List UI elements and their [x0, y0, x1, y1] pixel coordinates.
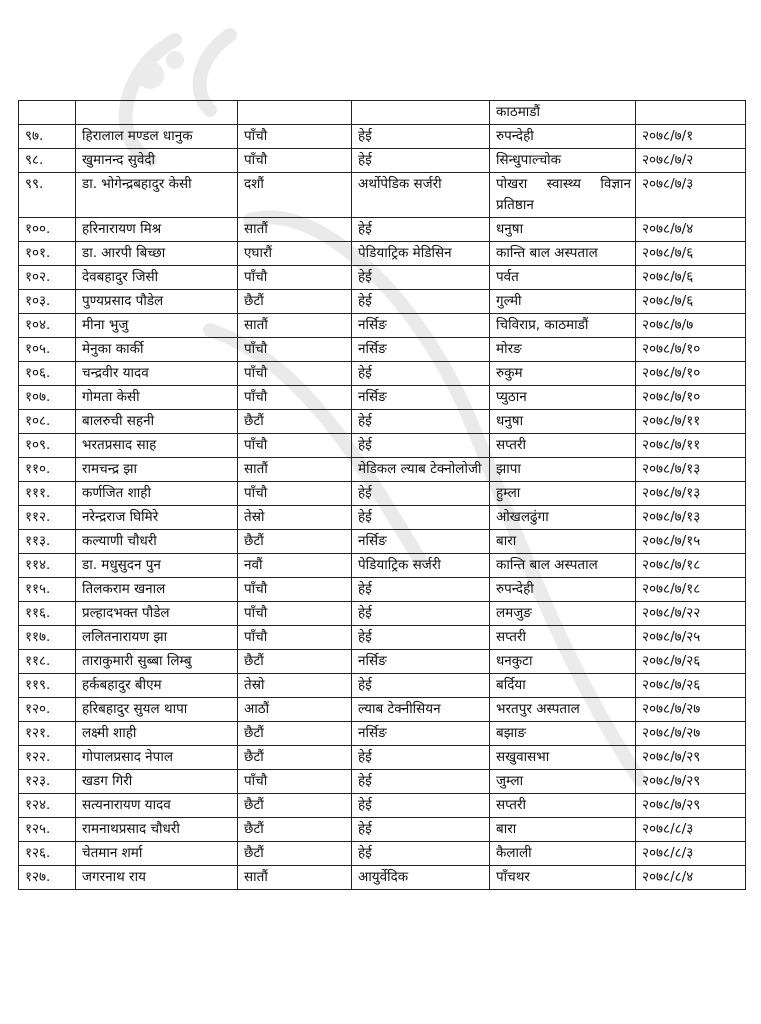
table-row [19, 149, 746, 173]
date-cell: २०७८/७/२७ [636, 698, 746, 722]
serial-number-cell: ११०. [19, 458, 76, 482]
specialty-cell: अर्थोपेडिक सर्जरी [352, 173, 490, 218]
place-cell: ओखलढुंगा [490, 506, 636, 530]
serial-number-cell: ११६. [19, 602, 76, 626]
specialty-cell: नर्सिङ [352, 386, 490, 410]
level-cell: तेस्रो [238, 506, 352, 530]
date-cell: २०७८/७/७ [636, 314, 746, 338]
level-cell: छैटौं [238, 410, 352, 434]
specialty-cell: हेई [352, 410, 490, 434]
level-cell: दशौं [238, 173, 352, 218]
serial-number-cell: १२५. [19, 818, 76, 842]
specialty-cell: हेई [352, 506, 490, 530]
name-cell: चेतमान शर्मा [76, 842, 238, 866]
table-row [19, 530, 746, 554]
place-cell: हुम्ला [490, 482, 636, 506]
date-cell: २०७८/७/२७ [636, 722, 746, 746]
date-cell: २०७८/७/२९ [636, 794, 746, 818]
table-row [19, 746, 746, 770]
name-cell: बालरुची सहनी [76, 410, 238, 434]
place-cell: रुपन्देही [490, 125, 636, 149]
table-row [19, 506, 746, 530]
name-cell: तिलकराम खनाल [76, 578, 238, 602]
serial-number-cell: ११४. [19, 554, 76, 578]
place-cell: चिविराप्र, काठमाडौं [490, 314, 636, 338]
table-row [19, 386, 746, 410]
serial-number-cell: ११५. [19, 578, 76, 602]
level-cell: पाँचौ [238, 602, 352, 626]
specialty-cell: हेई [352, 482, 490, 506]
name-cell: मेनुका कार्की [76, 338, 238, 362]
specialty-cell: हेई [352, 674, 490, 698]
level-cell: पाँचौ [238, 386, 352, 410]
place-cell: पाँचथर [490, 866, 636, 890]
place-cell: कान्ति बाल अस्पताल [490, 554, 636, 578]
date-cell: २०७८/७/१३ [636, 482, 746, 506]
specialty-cell: नर्सिङ [352, 650, 490, 674]
serial-number-cell: १२०. [19, 698, 76, 722]
date-cell: २०७८/८/३ [636, 842, 746, 866]
serial-number-cell: १११. [19, 482, 76, 506]
date-cell: २०७८/७/२६ [636, 650, 746, 674]
specialty-cell: हेई [352, 218, 490, 242]
table-row [19, 314, 746, 338]
level-cell: सातौं [238, 314, 352, 338]
serial-number-cell: ११९. [19, 674, 76, 698]
date-cell: २०७८/७/६ [636, 266, 746, 290]
table-row [19, 674, 746, 698]
table-row [19, 125, 746, 149]
specialty-cell: हेई [352, 818, 490, 842]
level-cell: छैटौं [238, 746, 352, 770]
name-cell: खुमानन्द सुवेदी [76, 149, 238, 173]
date-cell: २०७८/७/२६ [636, 674, 746, 698]
date-cell: २०७८/८/४ [636, 866, 746, 890]
date-cell: २०७८/७/१० [636, 362, 746, 386]
name-cell: पुण्यप्रसाद पौडेल [76, 290, 238, 314]
name-cell: नरेन्द्रराज घिमिरे [76, 506, 238, 530]
table-row [19, 842, 746, 866]
specialty-cell: हेई [352, 746, 490, 770]
level-cell: एघारौं [238, 242, 352, 266]
date-cell: २०७८/७/१० [636, 386, 746, 410]
specialty-cell: हेई [352, 602, 490, 626]
name-cell: खडग गिरी [76, 770, 238, 794]
serial-number-cell: १०८. [19, 410, 76, 434]
table-row [19, 290, 746, 314]
place-cell: रुकुम [490, 362, 636, 386]
place-cell: सप्तरी [490, 434, 636, 458]
transfer-table [18, 100, 746, 890]
place-cell: कैलाली [490, 842, 636, 866]
place-cell: जुम्ला [490, 770, 636, 794]
date-cell: २०७८/७/११ [636, 410, 746, 434]
serial-number-cell: ९७. [19, 125, 76, 149]
serial-number-cell: ९९. [19, 173, 76, 218]
level-cell: तेस्रो [238, 674, 352, 698]
name-cell: ताराकुमारी सुब्बा लिम्बु [76, 650, 238, 674]
place-cell: धनुषा [490, 218, 636, 242]
level-cell: छैटौं [238, 842, 352, 866]
level-cell: पाँचौ [238, 338, 352, 362]
serial-number-cell: ११३. [19, 530, 76, 554]
specialty-cell: हेई [352, 434, 490, 458]
level-cell: सातौं [238, 866, 352, 890]
date-cell: २०७८/७/१३ [636, 506, 746, 530]
table-row [19, 266, 746, 290]
level-cell: छैटौं [238, 650, 352, 674]
name-cell: भरतप्रसाद साह [76, 434, 238, 458]
table-row [19, 101, 746, 125]
specialty-cell: हेई [352, 125, 490, 149]
date-cell: २०७८/७/६ [636, 242, 746, 266]
specialty-cell: नर्सिङ [352, 722, 490, 746]
level-cell: पाँचौ [238, 626, 352, 650]
place-cell: प्युठान [490, 386, 636, 410]
level-cell: छैटौं [238, 530, 352, 554]
specialty-cell: हेई [352, 362, 490, 386]
specialty-cell: हेई [352, 626, 490, 650]
level-cell: पाँचौ [238, 578, 352, 602]
level-cell: पाँचौ [238, 149, 352, 173]
name-cell: हरिबहादुर सुयल थापा [76, 698, 238, 722]
name-cell: सत्यनारायण यादव [76, 794, 238, 818]
name-cell: लक्ष्मी शाही [76, 722, 238, 746]
specialty-cell: आयुर्वेदिक [352, 866, 490, 890]
name-cell: डा. भोगेन्द्रबहादुर केसी [76, 173, 238, 218]
place-cell: भरतपुर अस्पताल [490, 698, 636, 722]
date-cell: २०७८/७/११ [636, 434, 746, 458]
serial-number-cell: १२३. [19, 770, 76, 794]
serial-number-cell: १२७. [19, 866, 76, 890]
name-cell: हर्कबहादुर बीएम [76, 674, 238, 698]
place-cell: बारा [490, 530, 636, 554]
table-row [19, 722, 746, 746]
date-cell [636, 101, 746, 125]
date-cell: २०७८/७/३ [636, 173, 746, 218]
date-cell: २०७८/७/१० [636, 338, 746, 362]
name-cell: गोमता केसी [76, 386, 238, 410]
date-cell: २०७८/७/२५ [636, 626, 746, 650]
date-cell: २०७८/७/४ [636, 218, 746, 242]
serial-number-cell: १२२. [19, 746, 76, 770]
table-row [19, 458, 746, 482]
specialty-cell: पेडियाट्रिक सर्जरी [352, 554, 490, 578]
serial-number-cell: १०१. [19, 242, 76, 266]
level-cell [238, 101, 352, 125]
date-cell: २०७८/७/१५ [636, 530, 746, 554]
name-cell: गोपालप्रसाद नेपाल [76, 746, 238, 770]
name-cell: डा. आरपी बिच्छा [76, 242, 238, 266]
serial-number-cell: १२६. [19, 842, 76, 866]
place-cell: झापा [490, 458, 636, 482]
level-cell: पाँचौ [238, 434, 352, 458]
table-row [19, 794, 746, 818]
serial-number-cell: १००. [19, 218, 76, 242]
specialty-cell [352, 101, 490, 125]
serial-number-cell: १२१. [19, 722, 76, 746]
serial-number-cell: १०९. [19, 434, 76, 458]
table-row [19, 578, 746, 602]
level-cell: पाँचौ [238, 482, 352, 506]
place-cell: बझाङ [490, 722, 636, 746]
name-cell: डा. मधुसुदन पुन [76, 554, 238, 578]
table-row [19, 770, 746, 794]
name-cell: प्रल्हादभक्त पौडेल [76, 602, 238, 626]
specialty-cell: हेई [352, 266, 490, 290]
name-cell: ललितनारायण झा [76, 626, 238, 650]
table-row [19, 410, 746, 434]
place-cell: कान्ति बाल अस्पताल [490, 242, 636, 266]
specialty-cell: नर्सिङ [352, 338, 490, 362]
name-cell: देवबहादुर जिसी [76, 266, 238, 290]
table-row [19, 602, 746, 626]
name-cell [76, 101, 238, 125]
place-cell: रुपन्देही [490, 578, 636, 602]
level-cell: नवौं [238, 554, 352, 578]
name-cell: कर्णजित शाही [76, 482, 238, 506]
place-cell: सप्तरी [490, 626, 636, 650]
date-cell: २०७८/७/१८ [636, 578, 746, 602]
table-row [19, 173, 746, 218]
date-cell: २०७८/७/१ [636, 125, 746, 149]
level-cell: पाँचौ [238, 362, 352, 386]
table-row [19, 698, 746, 722]
level-cell: छैटौं [238, 722, 352, 746]
serial-number-cell: ११२. [19, 506, 76, 530]
specialty-cell: पेडियाट्रिक मेडिसिन [352, 242, 490, 266]
table-row [19, 338, 746, 362]
serial-number-cell: १०४. [19, 314, 76, 338]
place-cell: धनकुटा [490, 650, 636, 674]
specialty-cell: हेई [352, 149, 490, 173]
serial-number-cell: १०६. [19, 362, 76, 386]
level-cell: छैटौं [238, 290, 352, 314]
place-cell: पर्वत [490, 266, 636, 290]
specialty-cell: ल्याब टेक्नीसियन [352, 698, 490, 722]
level-cell: आठौं [238, 698, 352, 722]
serial-number-cell: ११७. [19, 626, 76, 650]
table-row [19, 362, 746, 386]
place-cell: बर्दिया [490, 674, 636, 698]
specialty-cell: नर्सिङ [352, 314, 490, 338]
name-cell: हरिनारायण मिश्र [76, 218, 238, 242]
table-row [19, 818, 746, 842]
date-cell: २०७८/७/२९ [636, 770, 746, 794]
name-cell: मीना भुजु [76, 314, 238, 338]
serial-number-cell: ९८. [19, 149, 76, 173]
table-row [19, 434, 746, 458]
place-cell: काठमाडौं [490, 101, 636, 125]
date-cell: २०७८/७/२ [636, 149, 746, 173]
serial-number-cell: १२४. [19, 794, 76, 818]
specialty-cell: हेई [352, 770, 490, 794]
specialty-cell: मेडिकल ल्याब टेक्नोलोजी [352, 458, 490, 482]
name-cell: चन्द्रवीर यादव [76, 362, 238, 386]
level-cell: पाँचौ [238, 125, 352, 149]
specialty-cell: हेई [352, 578, 490, 602]
name-cell: जगरनाथ राय [76, 866, 238, 890]
place-cell: सखुवासभा [490, 746, 636, 770]
date-cell: २०७८/७/१३ [636, 458, 746, 482]
level-cell: छैटौं [238, 794, 352, 818]
specialty-cell: हेई [352, 290, 490, 314]
table-row [19, 626, 746, 650]
serial-number-cell: १०७. [19, 386, 76, 410]
date-cell: २०७८/८/३ [636, 818, 746, 842]
specialty-cell: हेई [352, 794, 490, 818]
serial-number-cell: १०२. [19, 266, 76, 290]
date-cell: २०७८/७/२९ [636, 746, 746, 770]
name-cell: कल्याणी चौधरी [76, 530, 238, 554]
place-cell: सिन्धुपाल्चोक [490, 149, 636, 173]
place-cell: मोरङ [490, 338, 636, 362]
date-cell: २०७८/७/१८ [636, 554, 746, 578]
specialty-cell: हेई [352, 842, 490, 866]
serial-number-cell: १०५. [19, 338, 76, 362]
place-cell: लमजुङ [490, 602, 636, 626]
serial-number-cell: १०३. [19, 290, 76, 314]
place-cell: धनुषा [490, 410, 636, 434]
level-cell: सातौं [238, 218, 352, 242]
date-cell: २०७८/७/६ [636, 290, 746, 314]
place-cell: बारा [490, 818, 636, 842]
name-cell: रामचन्द्र झा [76, 458, 238, 482]
level-cell: छैटौं [238, 818, 352, 842]
name-cell: रामनाथप्रसाद चौधरी [76, 818, 238, 842]
place-cell: सप्तरी [490, 794, 636, 818]
serial-number-cell [19, 101, 76, 125]
name-cell: हिरालाल मण्डल धानुक [76, 125, 238, 149]
level-cell: पाँचौ [238, 770, 352, 794]
table-row [19, 218, 746, 242]
specialty-cell: नर्सिङ [352, 530, 490, 554]
serial-number-cell: ११८. [19, 650, 76, 674]
table-row [19, 554, 746, 578]
level-cell: पाँचौ [238, 266, 352, 290]
table-row [19, 650, 746, 674]
place-cell: पोखरा स्वास्थ्य विज्ञान प्रतिष्ठान [490, 173, 636, 218]
level-cell: सातौं [238, 458, 352, 482]
table-row [19, 866, 746, 890]
date-cell: २०७८/७/२२ [636, 602, 746, 626]
place-cell: गुल्मी [490, 290, 636, 314]
table-row [19, 482, 746, 506]
table-row [19, 242, 746, 266]
